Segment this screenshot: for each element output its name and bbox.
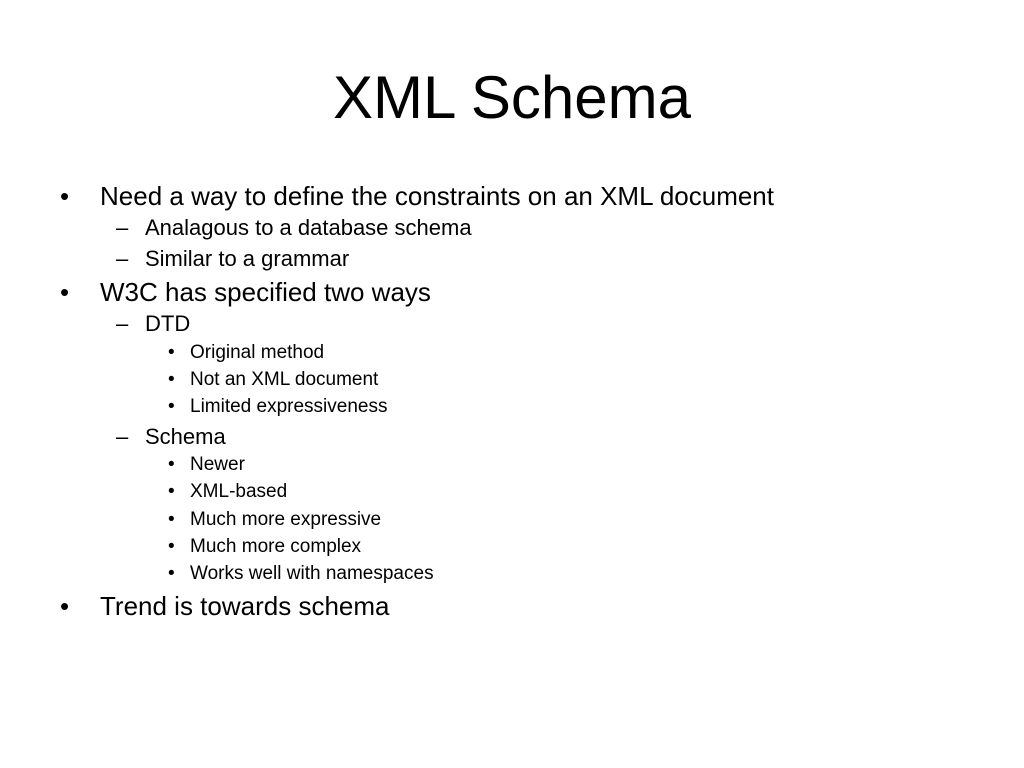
subbullet-text: Analagous to a database schema (145, 215, 472, 240)
dash-marker: – (116, 311, 129, 336)
bullet-marker: • (168, 536, 175, 557)
bullet-marker: • (168, 509, 175, 530)
bullet-text: Trend is towards schema (100, 591, 390, 621)
bullet-marker: • (168, 563, 175, 584)
subbullet-text: Schema (145, 424, 226, 449)
subsubbullet-text: Much more complex (190, 536, 362, 557)
bullet-text: Need a way to define the constraints on an XML document (100, 181, 774, 211)
dash-marker: – (116, 246, 129, 271)
dash-marker: – (116, 215, 129, 240)
subsubbullet-text: XML-based (190, 481, 288, 502)
subsubbullet-text: Works well with namespaces (190, 563, 434, 584)
bullet-text: W3C has specified two ways (100, 277, 431, 307)
bullet-marker: • (168, 454, 175, 475)
subsubbullet-text: Newer (190, 454, 245, 475)
subbullet-text: Similar to a grammar (145, 246, 350, 271)
dash-marker: – (116, 424, 129, 449)
subsubbullet-text: Limited expressiveness (190, 396, 388, 417)
subsubbullet-text: Not an XML document (190, 369, 379, 390)
subsubbullet-text: Original method (190, 342, 325, 363)
bullet-marker: • (60, 277, 70, 307)
bullet-marker: • (60, 591, 70, 621)
bullet-marker: • (168, 369, 175, 390)
subbullet-text: DTD (145, 311, 191, 336)
bullet-marker: • (60, 181, 70, 211)
slide-title: XML Schema (333, 64, 691, 131)
bullet-marker: • (168, 481, 175, 502)
bullet-marker: • (168, 396, 175, 417)
subsubbullet-text: Much more expressive (190, 509, 382, 530)
bullet-marker: • (168, 342, 175, 363)
